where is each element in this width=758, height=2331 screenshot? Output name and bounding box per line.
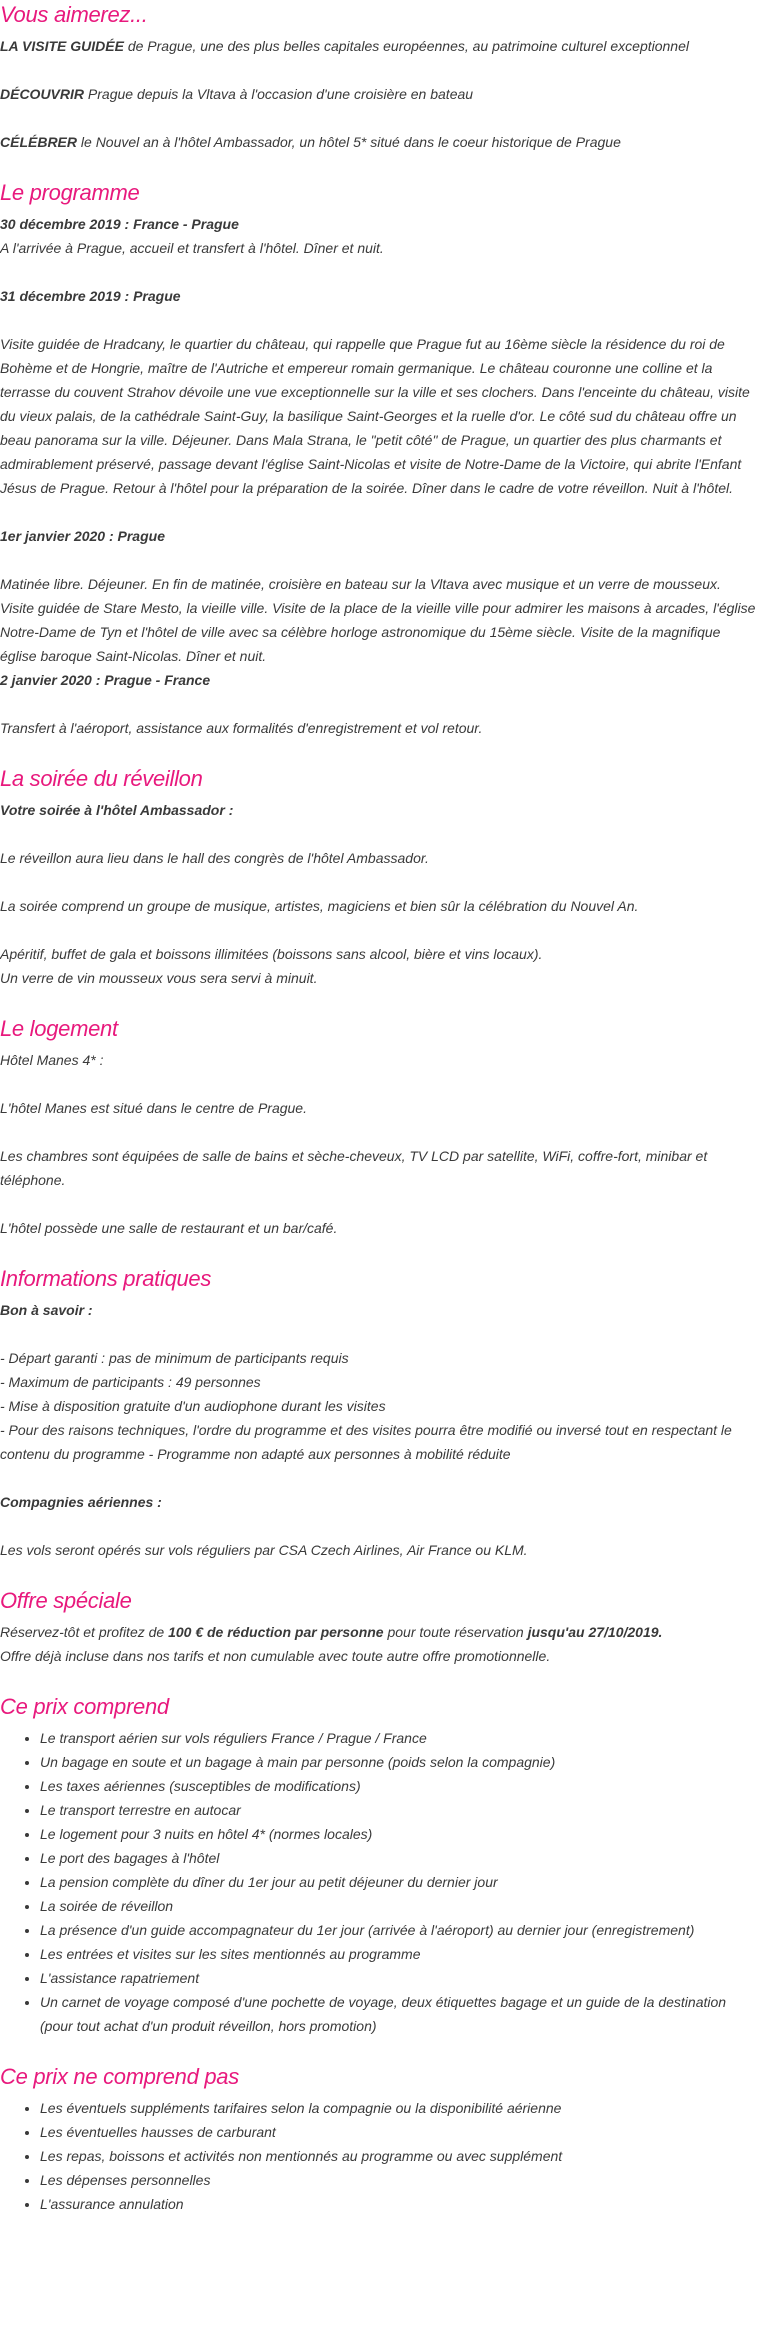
section-programme xyxy=(0,180,756,740)
list-item: • Le transport terrestre en autocar xyxy=(40,1798,756,1822)
section-title-vous-aimerez: Vous aimerez... xyxy=(0,2,148,27)
offre-line-1 xyxy=(0,1620,756,1644)
soiree-subtitle-text: Votre soirée à l'hôtel Ambassador : xyxy=(0,802,234,818)
list-item: • L'assistance rapatriement xyxy=(40,1966,756,1990)
info-line-4: - Pour des raisons techniques, l'ordre du programme et des visites pourra être modifié ou inversé tout en respectant le contenu du programme - Programme non adapté aux personnes à mobilité réduite xyxy=(0,1422,732,1462)
offre-discount: 100 € de réduction par personne xyxy=(168,1624,384,1640)
day3-title-text: 1er janvier 2020 : Prague xyxy=(0,528,165,544)
bon-a-savoir-title xyxy=(0,1298,756,1322)
highlight-visite-bold: LA VISITE GUIDÉE xyxy=(0,38,124,54)
day2-text: Visite guidée de Hradcany, le quartier du château, qui rappelle que Prague fut au 16ème siècle la résidence du roi de Bohème et de Hongrie, maître de l'Autriche et empereur romain germanique. Le château couronne une colline et la terrasse du couvent Strahov dévoile une vue exceptionnelle sur la ville et ses clochers. Dans l'enceinte du château, visite du vieux palais, de la cathédrale Saint-Guy, la basilique Saint-Georges et la ruelle d'or. Le côté sud du château offre un beau panorama sur la ville. Déjeuner. Dans Mala Strana, le "petit côté" de Prague, un quartier des plus charmants et admirablement préservé, passage devant l'église Saint-Nicolas et visite de Notre-Dame de la Victoire, qui abrite l'Enfant Jésus de Prague. Retour à l'hôtel pour la préparation de la soirée. Dîner dans le cadre de votre réveillon. Nuit à l'hôtel. xyxy=(0,336,750,496)
list-item: • Un carnet de voyage composé d'une pochette de voyage, deux étiquettes bagage et un guide de la destination (pour tout achat d'un produit réveillon, hors promotion) xyxy=(40,1990,756,2038)
soiree-p4: Un verre de vin mousseux vous sera servi à minuit. xyxy=(0,970,318,986)
list-item: • Un bagage en soute et un bagage à main par personne (poids selon la compagnie) xyxy=(40,1750,756,1774)
soiree-p1: Le réveillon aura lieu dans le hall des congrès de l'hôtel Ambassador. xyxy=(0,850,429,866)
info-line-1: - Départ garanti : pas de minimum de participants requis xyxy=(0,1350,349,1366)
section-infos xyxy=(0,1266,756,1562)
list-item: • Les entrées et visites sur les sites mentionnés au programme xyxy=(40,1942,756,1966)
day1-title xyxy=(0,212,756,236)
info-line-2: - Maximum de participants : 49 personnes xyxy=(0,1374,261,1390)
section-title-offre: Offre spéciale xyxy=(0,1588,132,1613)
list-item: • Les taxes aériennes (susceptibles de modifications) xyxy=(40,1774,756,1798)
section-title-soiree: La soirée du réveillon xyxy=(0,766,203,791)
list-item: • Les dépenses personnelles xyxy=(40,2168,756,2192)
highlight-decouvrir xyxy=(0,82,756,106)
hotel-name: Hôtel Manes 4* : xyxy=(0,1052,104,1068)
bon-a-savoir-title-text: Bon à savoir : xyxy=(0,1302,93,1318)
highlight-celebrer-text: le Nouvel an à l'hôtel Ambassador, un hôtel 5* situé dans le coeur historique de Prague xyxy=(77,134,621,150)
day3-title xyxy=(0,524,756,548)
day2-title-text: 31 décembre 2019 : Prague xyxy=(0,288,181,304)
day1-text: A l'arrivée à Prague, accueil et transfert à l'hôtel. Dîner et nuit. xyxy=(0,240,384,256)
page-content xyxy=(0,2,756,2216)
list-item: • Les éventuels suppléments tarifaires selon la compagnie ou la disponibilité aérienne xyxy=(40,2096,756,2120)
soiree-p3: Apéritif, buffet de gala et boissons illimitées (boissons sans alcool, bière et vins locaux). xyxy=(0,946,543,962)
soiree-subtitle xyxy=(0,798,756,822)
day4-title xyxy=(0,668,756,692)
info-line-3: - Mise à disposition gratuite d'un audiophone durant les visites xyxy=(0,1398,386,1414)
ne-comprend-list xyxy=(0,2096,756,2216)
list-item: • La pension complète du dîner du 1er jour au petit déjeuner du dernier jour xyxy=(40,1870,756,1894)
day3-text: Matinée libre. Déjeuner. En fin de matinée, croisière en bateau sur la Vltava avec musique et un verre de mousseux. Visite guidée de Stare Mesto, la vieille ville. Visite de la place de la vieille ville pour admirer les maisons à arcades, l'église Notre-Dame de Tyn et l'hôtel de ville avec sa célèbre horloge astronomique du 15ème siècle. Visite de la magnifique église baroque Saint-Nicolas. Dîner et nuit. xyxy=(0,576,756,664)
offre-text-2: pour toute réservation xyxy=(383,1624,528,1640)
offre-deadline: jusqu'au 27/10/2019. xyxy=(527,1624,663,1640)
offre-line-2: Offre déjà incluse dans nos tarifs et non cumulable avec toute autre offre promotionnelle. xyxy=(0,1648,551,1664)
section-soiree xyxy=(0,766,756,990)
section-title-programme: Le programme xyxy=(0,180,140,205)
day4-text: Transfert à l'aéroport, assistance aux formalités d'enregistrement et vol retour. xyxy=(0,720,483,736)
day2-title xyxy=(0,284,756,308)
logement-p2: Les chambres sont équipées de salle de bains et sèche-cheveux, TV LCD par satellite, WiFi, coffre-fort, minibar et téléphone. xyxy=(0,1148,708,1188)
highlight-celebrer xyxy=(0,130,756,154)
logement-p1: L'hôtel Manes est situé dans le centre de Prague. xyxy=(0,1100,307,1116)
section-vous-aimerez xyxy=(0,2,756,154)
section-logement xyxy=(0,1016,756,1240)
compagnies-text: Les vols seront opérés sur vols réguliers par CSA Czech Airlines, Air France ou KLM. xyxy=(0,1542,528,1558)
highlight-decouvrir-bold: DÉCOUVRIR xyxy=(0,86,85,102)
list-item: • Le transport aérien sur vols réguliers France / Prague / France xyxy=(40,1726,756,1750)
highlight-decouvrir-text: Prague depuis la Vltava à l'occasion d'une croisière en bateau xyxy=(84,86,474,102)
list-item: • Les repas, boissons et activités non mentionnés au programme ou avec supplément xyxy=(40,2144,756,2168)
list-item: • Le logement pour 3 nuits en hôtel 4* (normes locales) xyxy=(40,1822,756,1846)
compagnies-title-text: Compagnies aériennes : xyxy=(0,1494,162,1510)
highlight-celebrer-bold: CÉLÉBRER xyxy=(0,134,78,150)
section-title-infos: Informations pratiques xyxy=(0,1266,212,1291)
section-title-ne-comprend-pas: Ce prix ne comprend pas xyxy=(0,2064,239,2089)
list-item: • L'assurance annulation xyxy=(40,2192,756,2216)
day1-title-text: 30 décembre 2019 : France - Prague xyxy=(0,216,239,232)
section-title-comprend: Ce prix comprend xyxy=(0,1694,169,1719)
highlight-visite-text: de Prague, une des plus belles capitales européennes, au patrimoine culturel exceptionnel xyxy=(123,38,689,54)
list-item: • Le port des bagages à l'hôtel xyxy=(40,1846,756,1870)
logement-p3: L'hôtel possède une salle de restaurant et un bar/café. xyxy=(0,1220,338,1236)
highlight-visite xyxy=(0,34,756,58)
day4-title-text: 2 janvier 2020 : Prague - France xyxy=(0,672,211,688)
section-offre xyxy=(0,1588,756,1668)
list-item: • La présence d'un guide accompagnateur du 1er jour (arrivée à l'aéroport) au dernier jour (enregistrement) xyxy=(40,1918,756,1942)
list-item: • La soirée de réveillon xyxy=(40,1894,756,1918)
compagnies-title xyxy=(0,1490,756,1514)
section-title-logement: Le logement xyxy=(0,1016,118,1041)
list-item: • Les éventuelles hausses de carburant xyxy=(40,2120,756,2144)
soiree-p2: La soirée comprend un groupe de musique, artistes, magiciens et bien sûr la célébration du Nouvel An. xyxy=(0,898,639,914)
offre-text-1: Réservez-tôt et profitez de xyxy=(0,1624,169,1640)
comprend-list xyxy=(0,1726,756,2038)
section-ne-comprend-pas xyxy=(0,2064,756,2216)
section-comprend xyxy=(0,1694,756,2038)
